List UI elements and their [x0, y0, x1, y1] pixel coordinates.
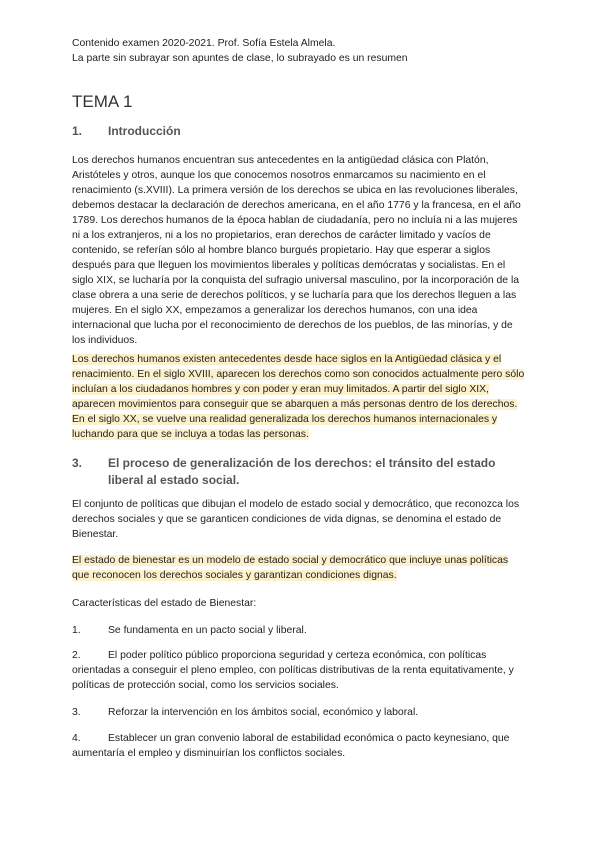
document-header: [72, 36, 542, 66]
header-line-2: La parte sin subrayar son apuntes de clase, lo subrayado es un resumen: [72, 53, 408, 64]
list-item-text: Reforzar la intervención en los ámbitos social, económico y laboral.: [108, 707, 419, 718]
section-3-heading: [72, 455, 532, 489]
section-1-title: Introducción: [108, 124, 181, 138]
list-item-number: 1.: [72, 625, 81, 636]
section-3-summary: [72, 553, 528, 583]
list-intro: Características del estado de Bienestar:: [72, 598, 257, 609]
list-item: [72, 623, 528, 638]
list-item-number: 4.: [72, 733, 81, 744]
section-1-heading: [72, 123, 181, 140]
list-item-number: 3.: [72, 707, 81, 718]
list-item-text: Establecer un gran convenio laboral de estabilidad económica o pacto keynesiano, que aumentaría el empleo y disminuirían los conflictos sociales.: [72, 733, 510, 759]
section-1-notes: Los derechos humanos encuentran sus antecedentes en la antigüedad clásica con Platón, Aristóteles y otros, aunque los que conocemos nosotros enmarcamos su nacimiento en el renacimiento (s.XVIII). La primera versión de los derechos se ubica en las revoluciones liberales, debemos destacar la declaración de derechos americana, en el año 1776 y la francesa, en el año 1789. Los derechos humanos de la época hablan de ciudadanía, pero no incluía ni a las mujeres ni a los extranjeros, ni a los no propietarios, eran derechos de carácter limitado y vacíos de contenido, se referían sólo al hombre blanco burgués propietario. Hay que esperar a siglos después para que lleguen los movimientos liberales y políticas demócratas y socialistas. En el siglo XIX, se lucharía por la conquista del sufragio universal masculino, por la incorporación de la clase obrera a una serie de derechos políticos, y se lucharía para que los derechos lleguen a las mujeres. En el siglo XX, empezamos a generalizar los derechos humanos, con una idea internacional que lucha por el reconocimiento de derechos de los pueblos, de las minorías, y de los individuos.: [72, 155, 521, 346]
section-1-number: 1.: [72, 124, 83, 138]
section-3-notes: El conjunto de políticas que dibujan el modelo de estado social y democrático, que reconozca los derechos sociales y que se garanticen condiciones de vida dignas, se denomina el estado de Bienestar.: [72, 499, 520, 540]
list-item-number: 2.: [72, 650, 81, 661]
section-3-title: El proceso de generalización de los derechos: el tránsito del estado liberal al estado social.: [108, 456, 496, 487]
tema-title: TEMA 1: [72, 92, 133, 111]
section-3-number: 3.: [72, 456, 83, 470]
section-1-summary: [72, 352, 528, 442]
list-item: [72, 731, 528, 761]
list-item-text: Se fundamenta en un pacto social y liberal.: [108, 625, 307, 636]
header-line-1: Contenido examen 2020-2021. Prof. Sofía Estela Almela.: [72, 38, 336, 49]
list-item-text: El poder político público proporciona seguridad y certeza económica, con políticas orientadas a conseguir el pleno empleo, con políticas distributivas de la renta equitativamente, y políticas de protección social, como los servicios sociales.: [72, 650, 514, 691]
section-3-summary-highlight: El estado de bienestar es un modelo de estado social y democrático que incluye unas políticas que reconocen los derechos sociales y garantizan condiciones dignas.: [72, 555, 509, 581]
list-item: [72, 705, 528, 720]
section-1-summary-highlight: Los derechos humanos existen antecedentes desde hace siglos en la Antigüedad clásica y el renacimiento. En el siglo XVIII, aparecen los derechos como son conocidos actualmente pero sólo incluían a los ciudadanos hombres y con poder y eran muy limitados. A partir del siglo XIX, aparecen movimientos para conseguir que se abarquen a más personas dentro de los derechos. En el siglo XX, se vuelve una realidad generalizada los derechos humanos internacionales y luchando para que se incluya a todas las personas.: [72, 354, 525, 440]
list-item: [72, 648, 528, 693]
